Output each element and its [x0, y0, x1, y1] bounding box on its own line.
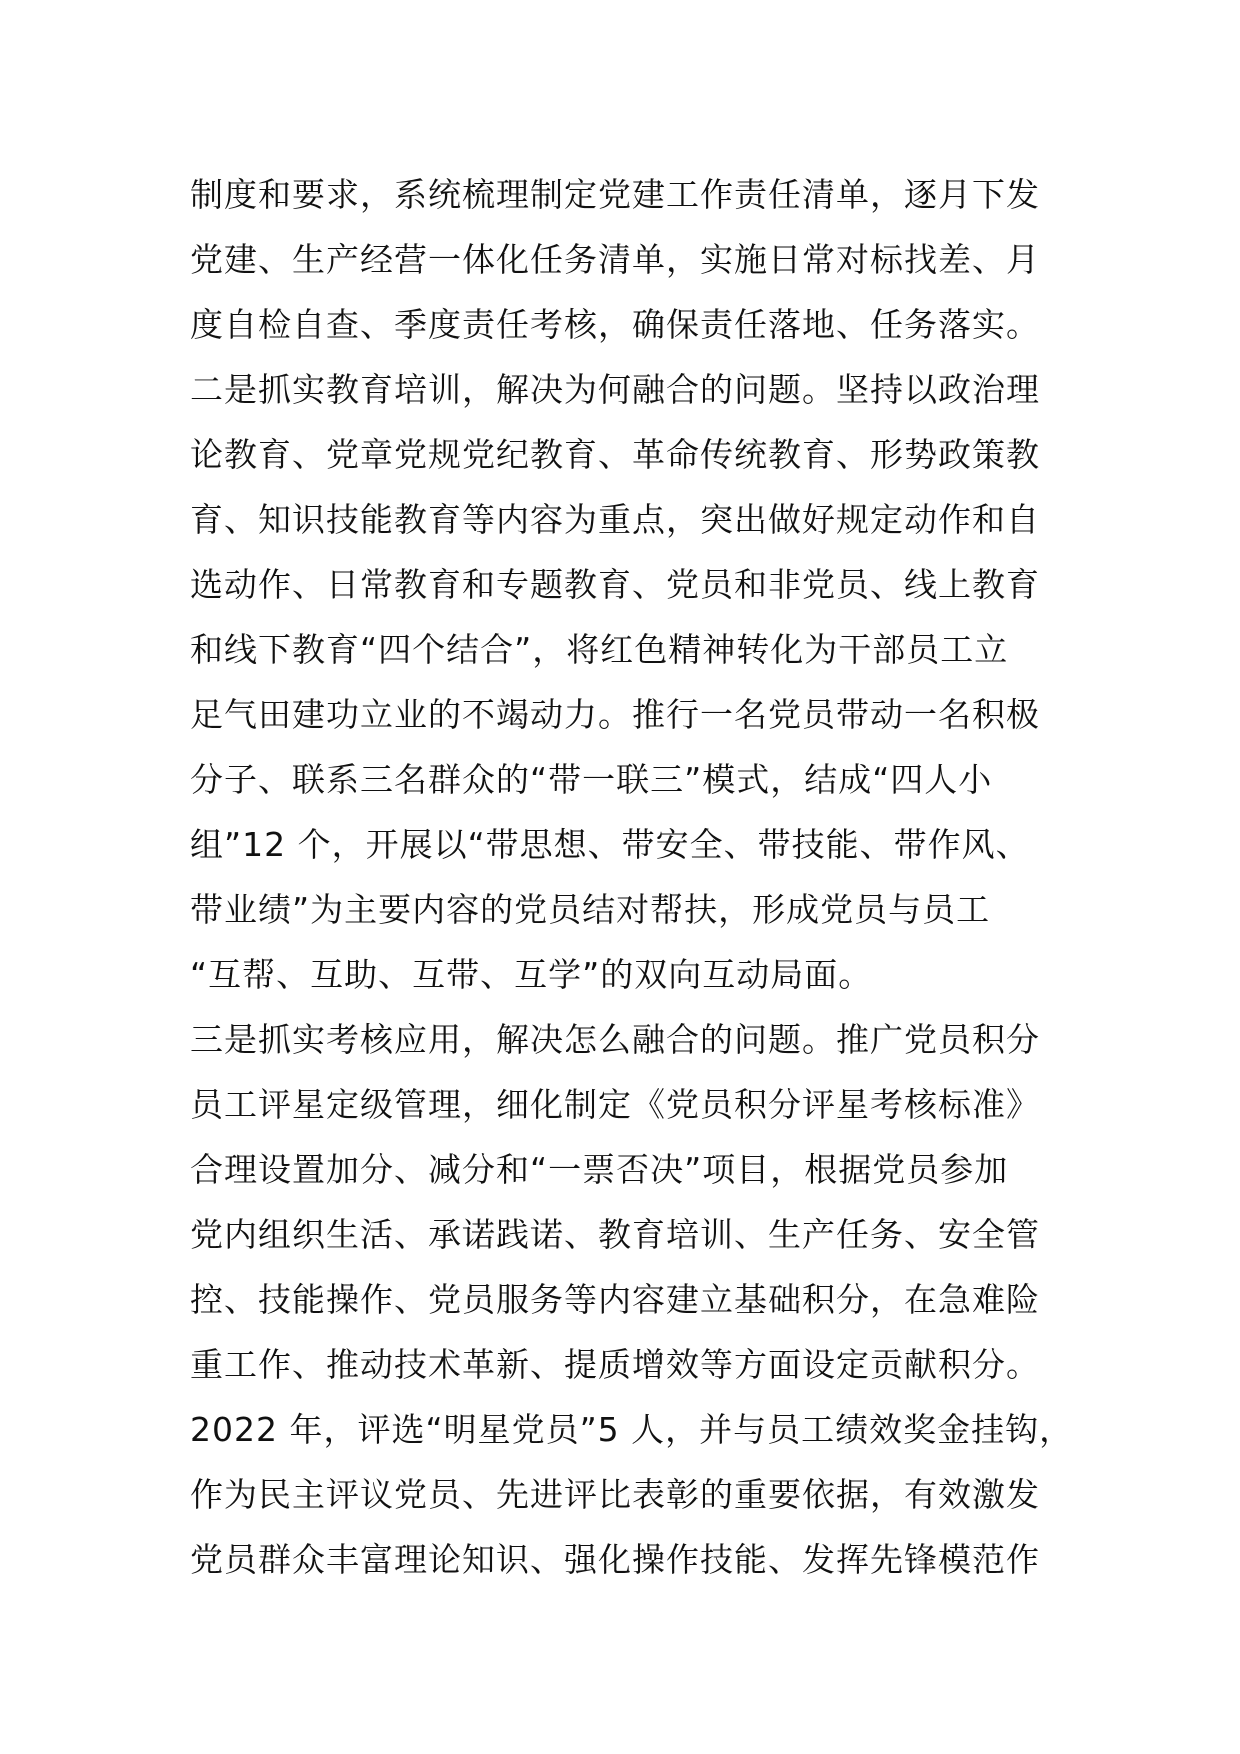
text-line: 员工评星定级管理，细化制定《党员积分评星考核标准》 [190, 1085, 1040, 1124]
text-line: 带业绩”为主要内容的党员结对帮扶，形成党员与员工 [190, 890, 991, 929]
text-line: 控、技能操作、党员服务等内容建立基础积分，在急难险 [190, 1280, 1040, 1319]
text-line: “互帮、互助、互带、互学”的双向互动局面。 [190, 955, 873, 994]
text-line: 分子、联系三名群众的“带一联三”模式，结成“四人小 [190, 760, 993, 799]
text-line: 育、知识技能教育等内容为重点，突出做好规定动作和自 [190, 500, 1040, 539]
text-line: 作为民主评议党员、先进评比表彰的重要依据，有效激发 [190, 1475, 1040, 1514]
text-line: 合理设置加分、减分和“一票否决”项目，根据党员参加 [190, 1150, 1009, 1189]
text-line: 足气田建功立业的不竭动力。推行一名党员带动一名积极 [190, 695, 1040, 734]
body-text [190, 162, 1074, 1592]
text-line: 重工作、推动技术革新、提质增效等方面设定贡献积分。 [190, 1345, 1040, 1384]
text-line: 二是抓实教育培训，解决为何融合的问题。坚持以政治理 [190, 370, 1040, 409]
text-line: 党内组织生活、承诺践诺、教育培训、生产任务、安全管 [190, 1215, 1040, 1254]
text-line: 论教育、党章党规党纪教育、革命传统教育、形势政策教 [190, 435, 1040, 474]
text-line: 度自检自查、季度责任考核，确保责任落地、任务落实。 [190, 305, 1040, 344]
text-line: 制度和要求，系统梳理制定党建工作责任清单，逐月下发 [190, 175, 1040, 214]
text-line: 党建、生产经营一体化任务清单，实施日常对标找差、月 [190, 240, 1040, 279]
text-line: 选动作、日常教育和专题教育、党员和非党员、线上教育 [190, 565, 1040, 604]
text-line: 三是抓实考核应用，解决怎么融合的问题。推广党员积分 [190, 1020, 1040, 1059]
text-line: 和线下教育“四个结合”，将红色精神转化为干部员工立 [190, 630, 1009, 669]
text-line: 党员群众丰富理论知识、强化操作技能、发挥先锋模范作 [190, 1540, 1040, 1579]
text-line: 2022 年，评选“明星党员”5 人，并与员工绩效奖金挂钩， [190, 1410, 1074, 1449]
text-line: 组”12 个，开展以“带思想、带安全、带技能、带作风、 [190, 825, 1030, 864]
